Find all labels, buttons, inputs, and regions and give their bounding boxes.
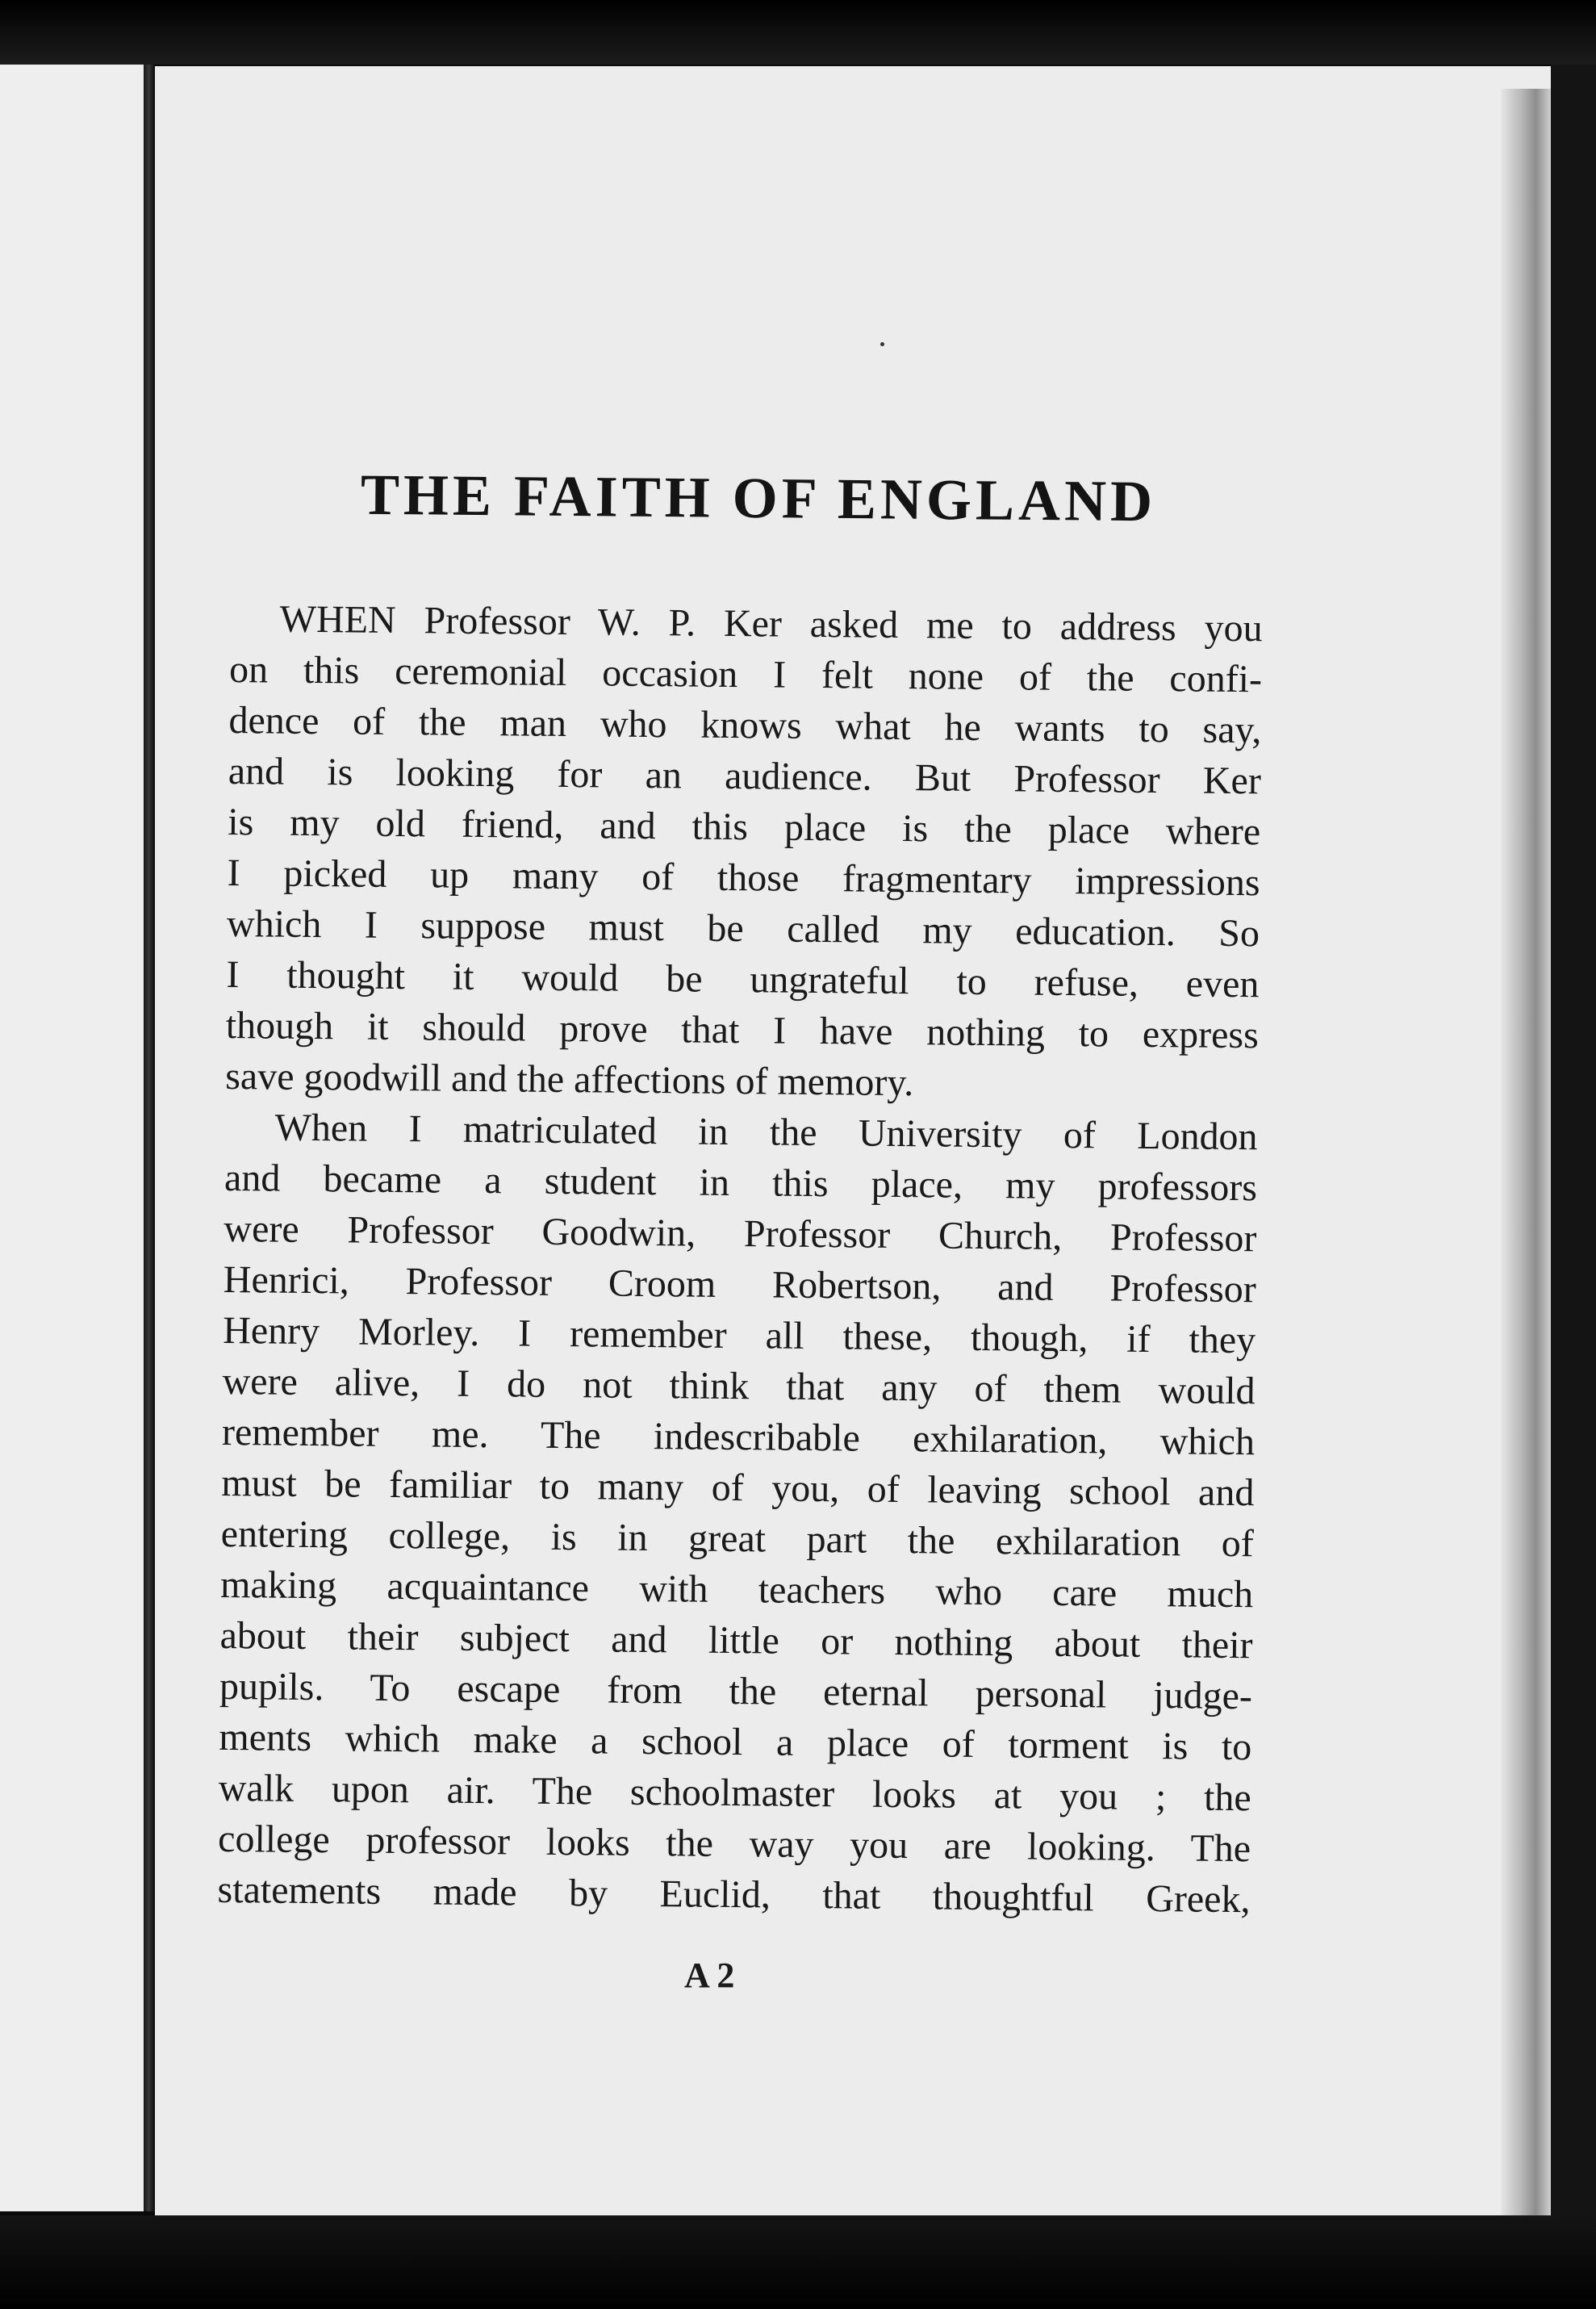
text-line: making acquaintance with teachers who care much (219, 1562, 1254, 1617)
text-line: about their subject and little or nothing about their (219, 1613, 1253, 1667)
text-line: WHEN Professor W. P. Ker asked me to address you (279, 597, 1263, 650)
text-line: remember me. The indescribable exhilaration, which (221, 1410, 1255, 1464)
text-line: were alive, I do not think that any of them would (222, 1359, 1255, 1413)
text-line: Henry Morley. I remember all these, though, if they (222, 1308, 1256, 1362)
text-line: ments which make a school a place of torment is to (219, 1715, 1252, 1769)
text-line: and became a student in this place, my professors (224, 1156, 1258, 1210)
scan-border-bottom (0, 2215, 1596, 2309)
text-line: I thought it would be ungrateful to refuse, even (226, 952, 1260, 1006)
ink-speck (880, 342, 884, 346)
text-line: were Professor Goodwin, Professor Church, Professor (224, 1207, 1257, 1261)
text-line: Henrici, Professor Croom Robertson, and Professor (223, 1257, 1257, 1311)
book-gutter (144, 65, 155, 2211)
text-line: When I matriculated in the University of London (274, 1106, 1258, 1159)
body-text (217, 593, 1263, 1925)
text-line: statements made by Euclid, that thoughtful Greek, (217, 1868, 1251, 1922)
text-line: is my old friend, and this place is the place where (228, 800, 1261, 854)
facing-page-edge (0, 65, 145, 2211)
paragraph-2 (217, 1102, 1258, 1925)
text-line: must be familiar to many of you, of leaving school and (221, 1461, 1255, 1515)
text-line: entering college, is in great part the exhilaration of (220, 1512, 1255, 1566)
scan-border-right (1551, 65, 1596, 2244)
text-line: I picked up many of those fragmentary impressions (227, 851, 1260, 905)
text-line: pupils. To escape from the eternal personal judge- (219, 1664, 1253, 1718)
text-line: on this ceremonial occasion I felt none of the confi- (228, 647, 1263, 701)
text-line: though it should prove that I have nothing to express (225, 1003, 1260, 1057)
page-title: THE FAITH OF ENGLAND (360, 462, 1157, 534)
scan-border-top (0, 0, 1596, 65)
page-stack-edge (1501, 89, 1551, 2244)
text-line: save goodwill and the affections of memory. (225, 1054, 914, 1105)
text-line: which I suppose must be called my education. So (226, 901, 1260, 956)
text-line: and is looking for an audience. But Professor Ker (228, 749, 1262, 803)
paragraph-1 (225, 593, 1263, 1111)
page-signature: A 2 (684, 1956, 735, 1995)
text-line: walk upon air. The schoolmaster looks at you ; the (218, 1766, 1251, 1820)
text-line: college professor looks the way you are looking. The (217, 1817, 1251, 1871)
text-line: dence of the man who knows what he wants to say, (228, 698, 1262, 752)
